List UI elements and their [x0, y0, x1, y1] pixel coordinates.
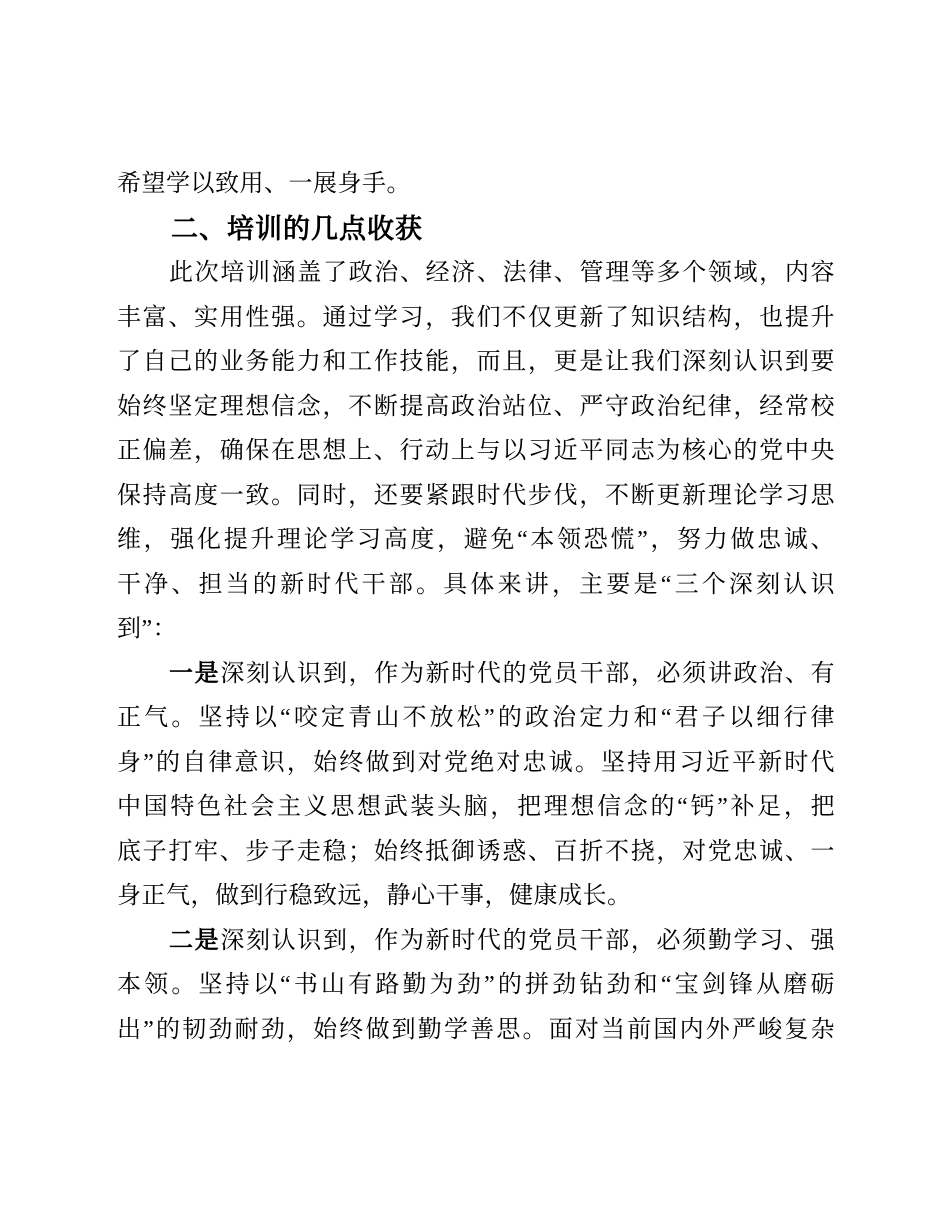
para2-line: 底子打牢、步子走稳；始终抵御诱惑、百折不挠，对党忠诚、一 [117, 838, 835, 865]
para1-line: 此次培训涵盖了政治、经济、法律、管理等多个领域，内容 [169, 260, 835, 286]
para2-line: 正气。坚持以“咬定青山不放松”的政治定力和“君子以细行律 [117, 705, 835, 731]
para3-line-text: 深刻认识到，作为新时代的党员干部，必须勤学习、强 [220, 927, 835, 954]
para2-line: 中国特色社会主义思想武装头脑，把理想信念的“钙”补足，把 [117, 794, 835, 820]
document-body [117, 162, 835, 1052]
para2-line-text: 深刻认识到，作为新时代的党员干部，必须讲政治、有 [220, 660, 835, 687]
para1-line: 丰富、实用性强。通过学习，我们不仅更新了知识结构，也提升 [117, 304, 835, 331]
para1-line: 维，强化提升理论学习高度，避免“本领恐慌”，努力做忠诚、 [117, 527, 835, 553]
para1-last-line: 到”： [117, 616, 178, 642]
para3-first-line [117, 919, 835, 964]
para2-first-line [117, 652, 835, 697]
para3-line: 出”的韧劲耐劲，始终做到勤学善思。面对当前国内外严峻复杂 [117, 1016, 835, 1043]
para2-line: 身”的自律意识，始终做到对党绝对忠诚。坚持用习近平新时代 [117, 749, 835, 776]
section-heading: 二、培训的几点收获 [171, 213, 423, 244]
para2-last-line: 身正气，做到行稳致远，静心干事，健康成长。 [117, 883, 632, 909]
para1-line: 正偏差，确保在思想上、行动上与以习近平同志为核心的党中央 [117, 438, 835, 464]
para1-line: 保持高度一致。同时，还要紧跟时代步伐，不断更新理论学习思 [117, 482, 835, 509]
intro-paragraph-last-line: 希望学以致用、一展身手。 [117, 171, 411, 197]
para1-line: 始终坚定理想信念，不断提高政治站位、严守政治纪律，经常校 [117, 393, 835, 420]
para1-line: 了自己的业务能力和工作技能，而且，更是让我们深刻认识到要 [117, 349, 835, 375]
para2-lead-emphasis: 一是 [169, 659, 221, 687]
para1-line: 干净、担当的新时代干部。具体来讲，主要是“三个深刻认识 [117, 571, 835, 598]
para3-line: 本领。坚持以“书山有路勤为劲”的拼劲钻劲和“宝剑锋从磨砺 [117, 972, 835, 998]
para3-lead-emphasis: 二是 [169, 926, 221, 954]
